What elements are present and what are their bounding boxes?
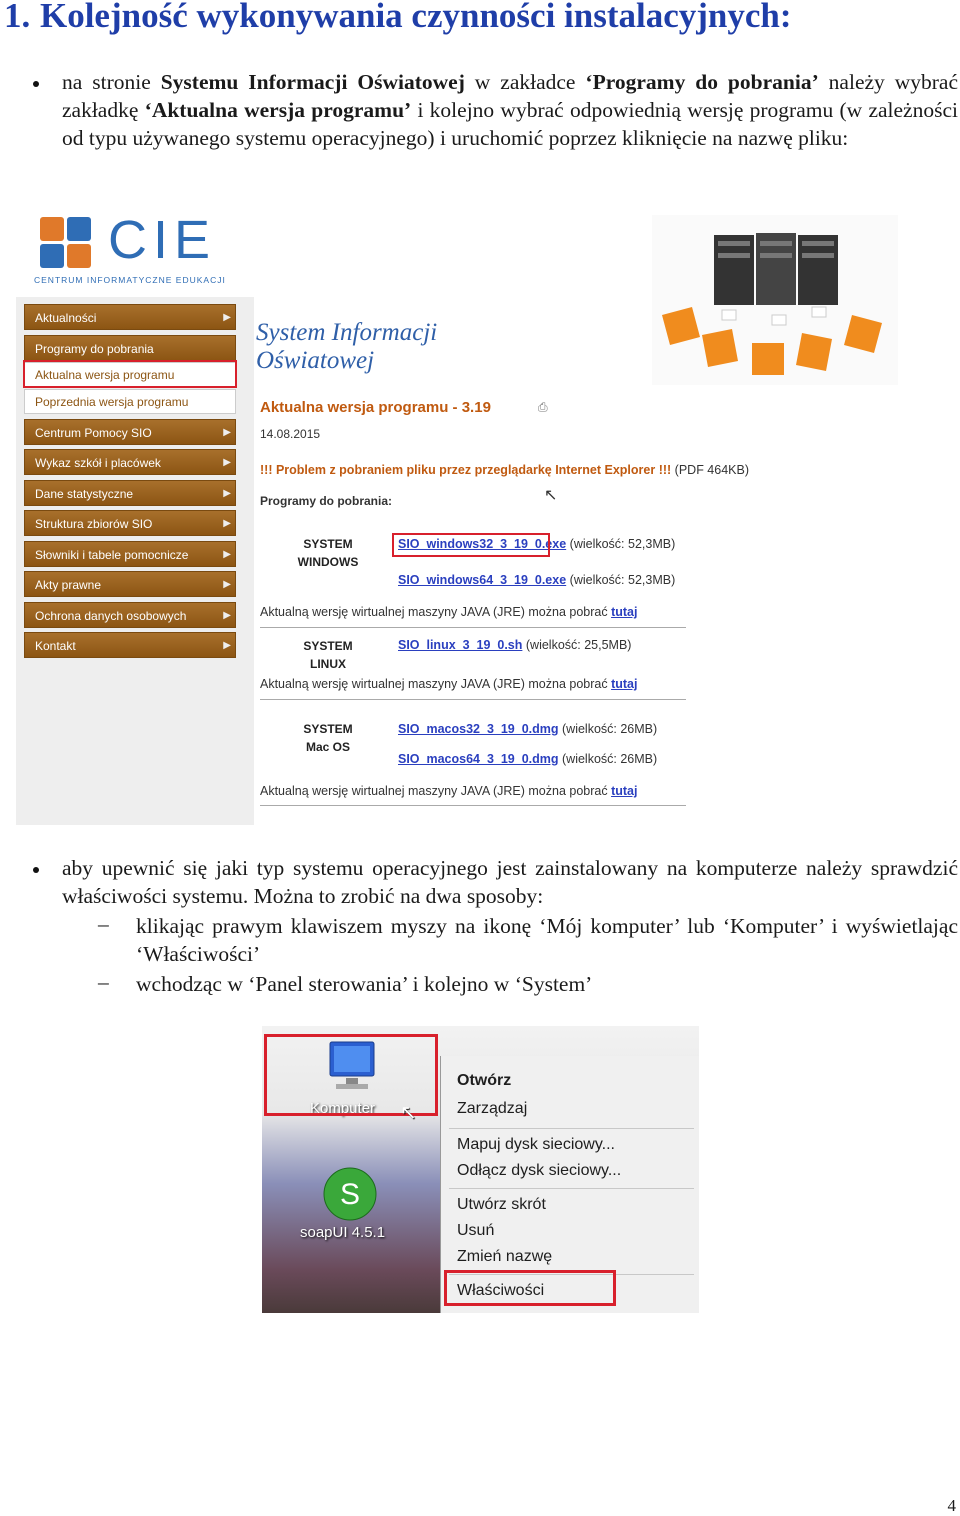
text-run: należy wybrać zakładkę [62, 70, 959, 122]
linux-file-link[interactable]: SIO_linux_3_19_0.sh [398, 638, 523, 652]
nav-label: Programy do pobrania [35, 342, 154, 356]
site-title-line1: System Informacji [256, 319, 438, 346]
chevron-right-icon: ▶ [223, 312, 231, 323]
chevron-right-icon: ▶ [223, 518, 231, 529]
check-os-paragraph: aby upewnić się jaki typ systemu operacyjnego jest zainstalowany na komputerze należy sprawdzić właściwości systemu. Można to zrobić na dwa sposoby: [62, 856, 958, 908]
menu-item-usun[interactable]: Usuń [457, 1222, 495, 1239]
file-size: (wielkość: 52,3MB) [569, 573, 676, 587]
menu-item-zmien-nazwe[interactable]: Zmień nazwę [457, 1248, 553, 1265]
java-row-windows [260, 605, 637, 619]
section-number: 1. [4, 0, 31, 35]
divider [260, 805, 686, 806]
nav-akty-prawne[interactable] [24, 571, 236, 597]
java-link[interactable]: tutaj [611, 677, 638, 691]
text-run: na stronie [62, 70, 161, 94]
file-size: (wielkość: 26MB) [562, 722, 658, 736]
nav-label: Poprzednia wersja programu [35, 395, 189, 409]
nav-label: Ochrona danych osobowych [35, 609, 187, 623]
mouse-cursor-icon: ↖ [400, 1102, 417, 1124]
divider [260, 627, 686, 628]
menu-item-wlasciwosci[interactable]: Właściwości [457, 1282, 545, 1299]
soapui-label: soapUI 4.5.1 [300, 1224, 386, 1241]
cie-logo [34, 210, 226, 285]
nav-label: Słowniki i tabele pomocnicze [35, 548, 189, 562]
nav-ochrona-danych[interactable] [24, 602, 236, 628]
nav-label: Aktualna wersja programu [35, 368, 175, 382]
nav-label: Struktura zbiorów SIO [35, 517, 153, 531]
sio-website-screenshot [16, 207, 958, 825]
menu-separator [449, 1128, 694, 1129]
mac64-row [398, 752, 657, 766]
mac32-row [398, 722, 657, 736]
nav-slowniki[interactable] [24, 541, 236, 567]
windows64-file-link[interactable]: SIO_windows64_3_19_0.exe [398, 573, 567, 587]
context-menu-screenshot [262, 1026, 699, 1313]
komputer-label: Komputer [310, 1100, 376, 1117]
java-text: Aktualną wersję wirtualnej maszyny JAVA (JRE) można pobrać [260, 677, 612, 691]
linux-row [398, 638, 631, 652]
chevron-right-icon: ▶ [223, 457, 231, 468]
chevron-right-icon: ▶ [223, 488, 231, 499]
menu-item-utworz-skrot[interactable]: Utwórz skrót [457, 1196, 546, 1213]
nav-dane-statystyczne[interactable] [24, 480, 236, 506]
bold-sio: Systemu Informacji Oświatowej [160, 70, 465, 94]
menu-separator [449, 1188, 694, 1189]
servers-icon [652, 215, 898, 385]
nav-kontakt[interactable] [24, 632, 236, 658]
chevron-right-icon: ▶ [223, 549, 231, 560]
system-label-line: WINDOWS [297, 555, 359, 569]
section-title: Kolejność wykonywania czynności instalacyjnych: [39, 0, 792, 35]
java-row-linux [260, 677, 637, 691]
cie-logo-text: CIE [108, 210, 217, 270]
dash-bullet: – [98, 912, 109, 936]
version-title: Aktualna wersja programu - 3.19 [260, 399, 491, 416]
intro-paragraph [62, 68, 958, 152]
windows64-row [398, 573, 675, 587]
nav-struktura-zbiorow[interactable] [24, 510, 236, 536]
mac64-file-link[interactable]: SIO_macos64_3_19_0.dmg [398, 752, 559, 766]
highlight-wlasciwosci [444, 1270, 616, 1306]
system-mac-label [278, 720, 378, 756]
nav-programy-do-pobrania[interactable] [24, 335, 236, 361]
text-run: w zakładce [464, 70, 586, 94]
desktop-icon-soapui[interactable] [292, 1166, 412, 1246]
bold-programy: ‘Programy do pobrania’ [585, 70, 819, 94]
nav-wykaz-szkol[interactable] [24, 449, 236, 475]
system-windows-label [278, 535, 378, 571]
svg-text:S: S [339, 1178, 361, 1211]
print-icon[interactable]: ⎙ [538, 400, 548, 414]
chevron-right-icon: ▶ [223, 427, 231, 438]
chevron-right-icon: ▶ [223, 579, 231, 590]
nav-poprzednia-wersja[interactable] [24, 389, 236, 414]
list-item-1: klikając prawym klawiszem myszy na ikonę ‘Mój komputer’ lub ‘Komputer’ i wyświetlając ‘Właściwości’ [136, 914, 958, 966]
menu-item-otworz[interactable]: Otwórz [457, 1072, 512, 1089]
menu-item-odlacz[interactable]: Odłącz dysk sieciowy... [457, 1162, 622, 1179]
bullet-icon [33, 867, 39, 873]
page-number: 4 [947, 1496, 956, 1515]
menu-item-zarzadzaj[interactable]: Zarządzaj [457, 1100, 528, 1117]
system-label-line: SYSTEM [303, 639, 353, 653]
system-label-line: LINUX [310, 657, 346, 671]
bullet-icon [33, 81, 39, 87]
java-link[interactable]: tutaj [611, 605, 638, 619]
nav-centrum-pomocy[interactable] [24, 419, 236, 445]
menu-item-mapuj[interactable]: Mapuj dysk sieciowy... [457, 1136, 615, 1153]
java-link[interactable]: tutaj [611, 784, 638, 798]
programs-label: Programy do pobrania: [260, 494, 393, 508]
ie-problem-size: (PDF 464KB) [674, 463, 750, 477]
chevron-right-icon: ▶ [223, 610, 231, 621]
nav-label: Centrum Pomocy SIO [35, 426, 152, 440]
nav-aktualnosci[interactable] [24, 304, 236, 330]
nav-label: Wykaz szkół i placówek [35, 456, 161, 470]
version-date: 14.08.2015 [260, 427, 321, 441]
highlight-windows32 [392, 533, 550, 557]
nav-label: Kontakt [35, 639, 76, 653]
section-heading [4, 0, 792, 36]
mouse-cursor-icon: ↖ [544, 487, 558, 504]
system-linux-label [278, 637, 378, 673]
java-text: Aktualną wersję wirtualnej maszyny JAVA (JRE) można pobrać [260, 605, 612, 619]
site-title-line2: Oświatowej [256, 347, 375, 374]
dash-bullet: – [98, 970, 109, 994]
nav-label: Aktualności [35, 311, 97, 325]
ie-problem-link[interactable]: !!! Problem z pobraniem pliku przez przeglądarkę Internet Explorer !!! [260, 463, 672, 477]
cie-logo-icon [40, 217, 92, 269]
chevron-right-icon: ▶ [223, 640, 231, 651]
cie-logo-subtitle: CENTRUM INFORMATYCZNE EDUKACJI [34, 275, 226, 285]
system-label-line: Mac OS [305, 740, 350, 754]
java-row-mac [260, 784, 637, 798]
file-size: (wielkość: 26MB) [562, 752, 658, 766]
servers-image [652, 215, 898, 385]
system-label-line: SYSTEM [303, 722, 353, 736]
soapui-icon [322, 1166, 378, 1222]
mac32-file-link[interactable]: SIO_macos32_3_19_0.dmg [398, 722, 559, 736]
nav-label: Dane statystyczne [35, 487, 134, 501]
file-size: (wielkość: 25,5MB) [525, 638, 632, 652]
java-text: Aktualną wersję wirtualnej maszyny JAVA (JRE) można pobrać [260, 784, 612, 798]
list-item-2: wchodząc w ‘Panel sterowania’ i kolejno w ‘System’ [136, 972, 593, 996]
bold-aktualna: ‘Aktualna wersja programu’ [144, 98, 412, 122]
file-size: (wielkość: 52,3MB) [569, 537, 676, 551]
highlight-aktualna-wersja [23, 360, 237, 388]
divider [260, 699, 686, 700]
nav-label: Akty prawne [35, 578, 102, 592]
windows32-file-link[interactable]: SIO_windows32_3_19_0.exe [398, 537, 567, 551]
system-label-line: SYSTEM [303, 537, 353, 551]
ie-problem-line [260, 463, 749, 477]
text-run: i kolejno wybrać odpowiednią wersję programu (w zależności od typu używanego systemu operacyjnego) i uruchomić poprzez kliknięcie na nazwę pliku: [62, 98, 958, 150]
